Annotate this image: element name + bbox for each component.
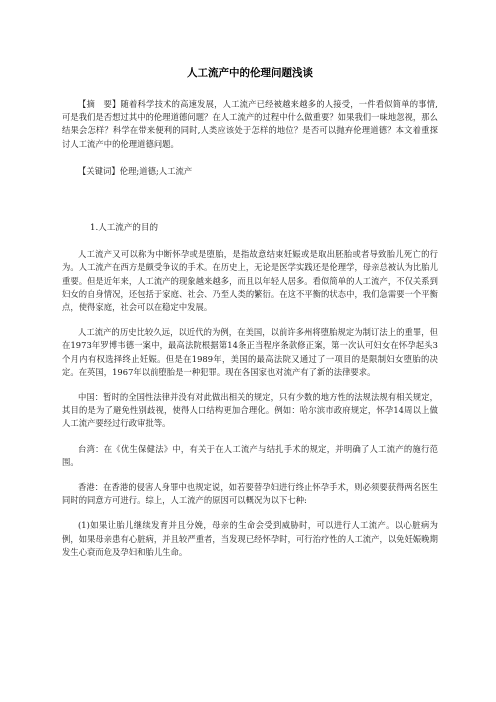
keywords-line: 【关键词】伦理;道德;人工流产 (78, 165, 193, 176)
body-paragraph: 香港：在香港的侵害人身罪中也规定说，如若要替孕妇进行终止怀孕手术，则必须要获得两名医生同时的同意方可进行。综上，人工流产的原因可以概况为以下七种: (62, 482, 438, 506)
body-paragraph: (1)如果让胎儿继续发育并且分娩，母亲的生命会受到威胁时，可以进行人工流产。以心脏病为例，如果母亲患有心脏病，并且较严重者，当发现已经怀孕时，可行治疗性的人工流产，以免妊娠晚期发生心衰而危及孕妇和胎儿生命。 (62, 520, 438, 557)
abstract-paragraph: 【摘 要】随着科学技术的高速发展，人工流产已经被越来越多的人接受，一件看似简单的事情,可是我们是否想过其中的伦理道德问题？在人工流产的过程中什么做重要？如果我们一味地忽视，那么结果会怎样？科学在带来便利的同时,人类应该处于怎样的地位？是否可以抛弃伦理道德？本文着重探讨人工流产中的伦理道德问题。 (62, 99, 438, 149)
body-paragraph: 中国：暂时的全国性法律并没有对此做出相关的规定，只有少数的地方性的法规法规有相关规定，其目的是为了避免性别歧视，使得人口结构更加合理化。例如：哈尔滨市政府规定，怀孕14周以上做人工流产要经过行政审批等。 (62, 392, 438, 429)
body-paragraph: 人工流产的历史比较久远，以近代的为例，在美国，以前许多州将堕胎规定为制订法上的重罪，但在1973年罗博韦德一案中，最高法院根据第14条正当程序条款修正案，第一次认可妇女在怀孕起头3个月内有权选择终止妊娠。但是在1989年，美国的最高法院又通过了一项目的是限制妇女堕胎的决定。在英国，1967年以前堕胎是一种犯罪。现在各国家也对流产有了新的法律要求。 (62, 327, 438, 377)
section-heading: 1.人工流产的目的 (90, 223, 159, 234)
body-paragraph: 台湾：在《优生保健法》中，有关于在人工流产与结扎手术的规定，并明确了人工流产的施行范围。 (62, 443, 438, 467)
document-body (62, 66, 438, 559)
document-title: 人工流产中的伦理问题浅谈 (187, 67, 313, 79)
body-paragraph: 人工流产又可以称为中断怀孕或是堕胎，是指故意结束妊娠或是取出胚胎或者导致胎儿死亡的行为。人工流产在西方是颇受争议的手术。在历史上，无论是医学实践还是伦理学，母亲总被认为比胎儿重要。但是近年来，人工流产的现象越来越多，而且以年轻人居多。看似简单的人工流产，不仅关系到妇女的自身情况，还包括于家庭、社会、乃至人类的繁衍。在这不平衡的状态中，我们急需要一个平衡点，使得家庭，社会可以在稳定中发展。 (62, 249, 438, 313)
